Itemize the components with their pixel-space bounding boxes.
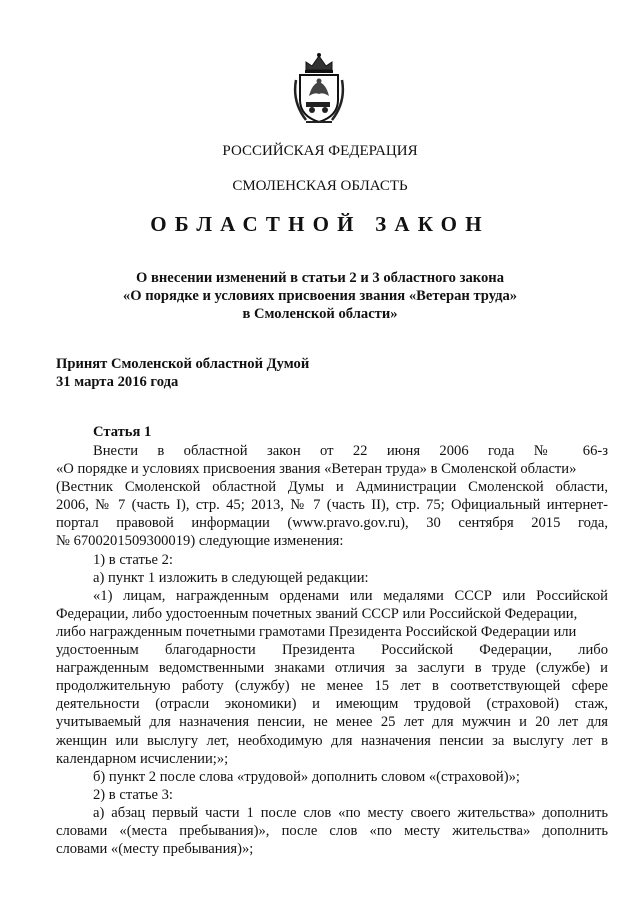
body-line: словами «(месту пребывания)»; <box>56 841 254 858</box>
article-heading: Статья 1 <box>93 424 152 440</box>
article-body <box>56 442 608 858</box>
body-line: № 6700201509300019) следующие изменения: <box>56 533 344 550</box>
body-line: женщин или выслугу лет, необходимую для назначения пенсии за выслугу лет в <box>56 732 608 749</box>
body-line: (Вестник Смоленской областной Думы и Администрации Смоленской области, <box>56 479 608 496</box>
body-line: портал правовой информации (www.pravo.gov.ru), 30 сентября 2015 года, <box>56 515 608 532</box>
smolensk-coat-of-arms-icon <box>292 50 346 126</box>
subject-line: в Смоленской области» <box>242 306 398 322</box>
law-subject <box>0 269 640 323</box>
body-line: продолжительную работу (службу) не менее 15 лет в соответствующей сфере <box>56 678 608 695</box>
body-line: а) пункт 1 изложить в следующей редакции: <box>93 569 369 586</box>
body-line: календарном исчислении;»; <box>56 750 229 767</box>
body-line: награжденным ведомственными знаками отличия за заслуги в труде (службе) и <box>56 660 608 677</box>
body-line: учитываемый для назначения пенсии, не менее 25 лет для мужчин и 20 лет для <box>56 714 608 731</box>
adoption-body: Принят Смоленской областной Думой <box>56 356 310 372</box>
subject-line: О внесении изменений в статьи 2 и 3 областного закона <box>135 270 504 286</box>
body-line: 1) в статье 2: <box>93 551 173 568</box>
adoption-date: 31 марта 2016 года <box>56 374 179 390</box>
body-line: «О порядке и условиях присвоения звания «Ветеран труда» в Смоленской области» <box>56 461 577 478</box>
body-line: словами «(места пребывания)», после слов «по месту жительства» дополнить <box>56 822 608 839</box>
country-name: РОССИЙСКАЯ ФЕДЕРАЦИЯ <box>222 143 418 159</box>
adoption-info <box>56 355 309 391</box>
body-line: «1) лицам, награжденным орденами или медалями СССР или Российской <box>93 587 608 604</box>
body-line: 2) в статье 3: <box>93 786 173 803</box>
body-line: Внести в областной закон от 22 июня 2006 года № 66-з <box>93 443 608 459</box>
region-name: СМОЛЕНСКАЯ ОБЛАСТЬ <box>232 178 408 194</box>
body-line: 2006, № 7 (часть I), стр. 45; 2013, № 7 (часть II), стр. 75; Официальный интернет- <box>56 497 608 514</box>
body-line: деятельности (отрасли экономики) и имеющим трудовой (страховой) стаж, <box>56 696 608 713</box>
body-line: а) абзац первый части 1 после слов «по месту своего жительства» дополнить <box>93 804 608 821</box>
subject-line: «О порядке и условиях присвоения звания «Ветеран труда» <box>122 288 518 304</box>
document-type-title: ОБЛАСТНОЙ ЗАКОН <box>150 212 490 236</box>
body-line: удостоенным благодарности Президента Российской Федерации, либо <box>56 642 608 659</box>
body-line: Федерации, либо удостоенным почетных званий СССР или Российской Федерации, <box>56 605 578 622</box>
body-line: б) пункт 2 после слова «трудовой» дополнить словом «(страховой)»; <box>93 768 520 785</box>
body-line: либо награжденным почетными грамотами Президента Российской Федерации или <box>56 623 577 640</box>
